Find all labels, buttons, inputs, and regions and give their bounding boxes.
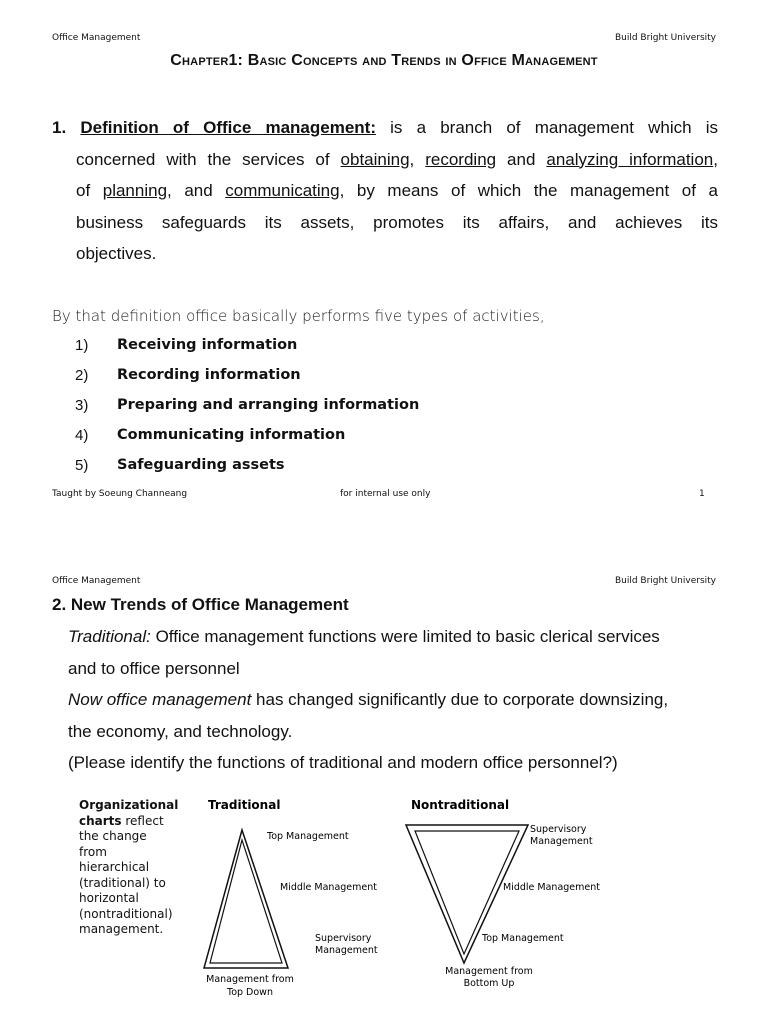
page2-header-left: Office Management <box>52 576 141 586</box>
question-line: (Please identify the functions of traditional and modern office personnel?) <box>68 753 618 772</box>
chapter-title: Chapter1: Basic Concepts and Trends in Office Management <box>170 52 598 69</box>
item-label: Receiving information <box>117 337 298 353</box>
def-text-2a: concerned with the services of <box>76 149 341 169</box>
item-number: 5) <box>75 457 89 474</box>
def-recording: recording <box>425 149 497 169</box>
trad-supervisory-label-1: Supervisory <box>315 933 372 944</box>
def-text-3b: , by means of which the management of a <box>339 181 718 200</box>
page1-header-right: Build Bright University <box>614 33 716 43</box>
def-comma-1: , <box>409 149 426 169</box>
list-item <box>75 367 475 397</box>
def-line-2 <box>52 144 718 176</box>
trad-line-1 <box>68 621 728 653</box>
now-label: Now office management <box>68 690 252 709</box>
trad-supervisory-label-2: Management <box>315 945 378 956</box>
list-item <box>75 337 475 367</box>
trad-top-label: Top Management <box>267 831 349 842</box>
non-caption-2: Bottom Up <box>463 978 515 989</box>
section-heading: 2. New Trends of Office Management <box>52 595 349 614</box>
def-obtaining: obtaining <box>340 149 410 169</box>
org-line: horizontal <box>79 891 139 905</box>
trad-text: Office management functions were limited to basic clerical services <box>150 627 660 646</box>
def-text-1: is a branch of management which is <box>375 118 718 137</box>
def-and-2: , and <box>167 181 226 200</box>
trad-caption-2: Top Down <box>227 987 273 998</box>
def-planning: planning <box>102 181 168 200</box>
nontraditional-title: Nontraditional <box>411 798 510 812</box>
traditional-triangle <box>204 830 288 968</box>
non-top-label: Top Management <box>482 933 564 944</box>
activities-intro: By that definition office basically performs five types of activities, <box>52 307 545 325</box>
now-text: has changed significantly due to corporate downsizing, <box>251 690 669 709</box>
page2-header-right: Build Bright University <box>614 576 716 586</box>
now-line-1 <box>68 684 728 716</box>
org-line: management. <box>79 922 164 936</box>
def-and: and <box>496 149 547 169</box>
non-supervisory-label-1: Supervisory <box>530 824 587 835</box>
item-label: Preparing and arranging information <box>117 397 420 413</box>
def-comma-2: , <box>713 149 718 169</box>
trad-caption-1: Management from <box>206 974 294 985</box>
non-supervisory-label-2: Management <box>530 836 593 847</box>
list-item <box>75 397 475 427</box>
activities-list <box>75 337 475 487</box>
list-item <box>75 457 475 487</box>
item-label: Safeguarding assets <box>117 457 285 473</box>
def-number-b: 1. <box>52 118 67 137</box>
def-line-3 <box>52 175 718 207</box>
org-line: hierarchical <box>79 860 150 874</box>
org-bold: Organizational charts <box>79 798 179 828</box>
trends-paragraph <box>68 621 728 779</box>
item-number: 1) <box>75 337 89 354</box>
def-of: of <box>76 181 103 200</box>
now-line-2: the economy, and technology. <box>68 721 293 741</box>
definition-paragraph <box>52 112 718 270</box>
page1-footer-center: for internal use only <box>340 489 431 499</box>
page1-footer-page: 1 <box>699 489 705 499</box>
item-number: 2) <box>75 367 89 384</box>
org-charts-diagram <box>0 790 768 1020</box>
item-number: 4) <box>75 427 89 444</box>
traditional-title: Traditional <box>208 798 281 812</box>
trad-label: Traditional: <box>68 627 151 646</box>
trad-middle-label: Middle Management <box>280 882 377 893</box>
non-caption-1: Management from <box>445 966 533 977</box>
item-label: Recording information <box>117 367 301 383</box>
org-line: from <box>79 844 107 859</box>
page1-header-left: Office Management <box>52 33 141 43</box>
def-line-5: objectives. <box>76 244 157 263</box>
list-item <box>75 427 475 457</box>
def-analyzing: analyzing information <box>546 149 714 169</box>
org-line: the change <box>79 829 147 843</box>
def-term: Definition of Office management: <box>80 118 376 137</box>
org-rest: reflect <box>121 813 164 828</box>
def-line-4: business safeguards its assets, promotes its affairs, and achieves its <box>76 212 718 232</box>
item-number: 3) <box>75 397 89 414</box>
page1-footer-left: Taught by Soeung Channeang <box>52 489 188 499</box>
non-middle-label: Middle Management <box>503 882 600 893</box>
def-line-1 <box>52 112 718 144</box>
org-line: (traditional) to <box>79 875 166 890</box>
org-line: (nontraditional) <box>79 906 173 921</box>
def-communicating: communicating <box>225 181 340 200</box>
trad-line-2: and to office personnel <box>68 658 240 678</box>
item-label: Communicating information <box>117 427 346 443</box>
